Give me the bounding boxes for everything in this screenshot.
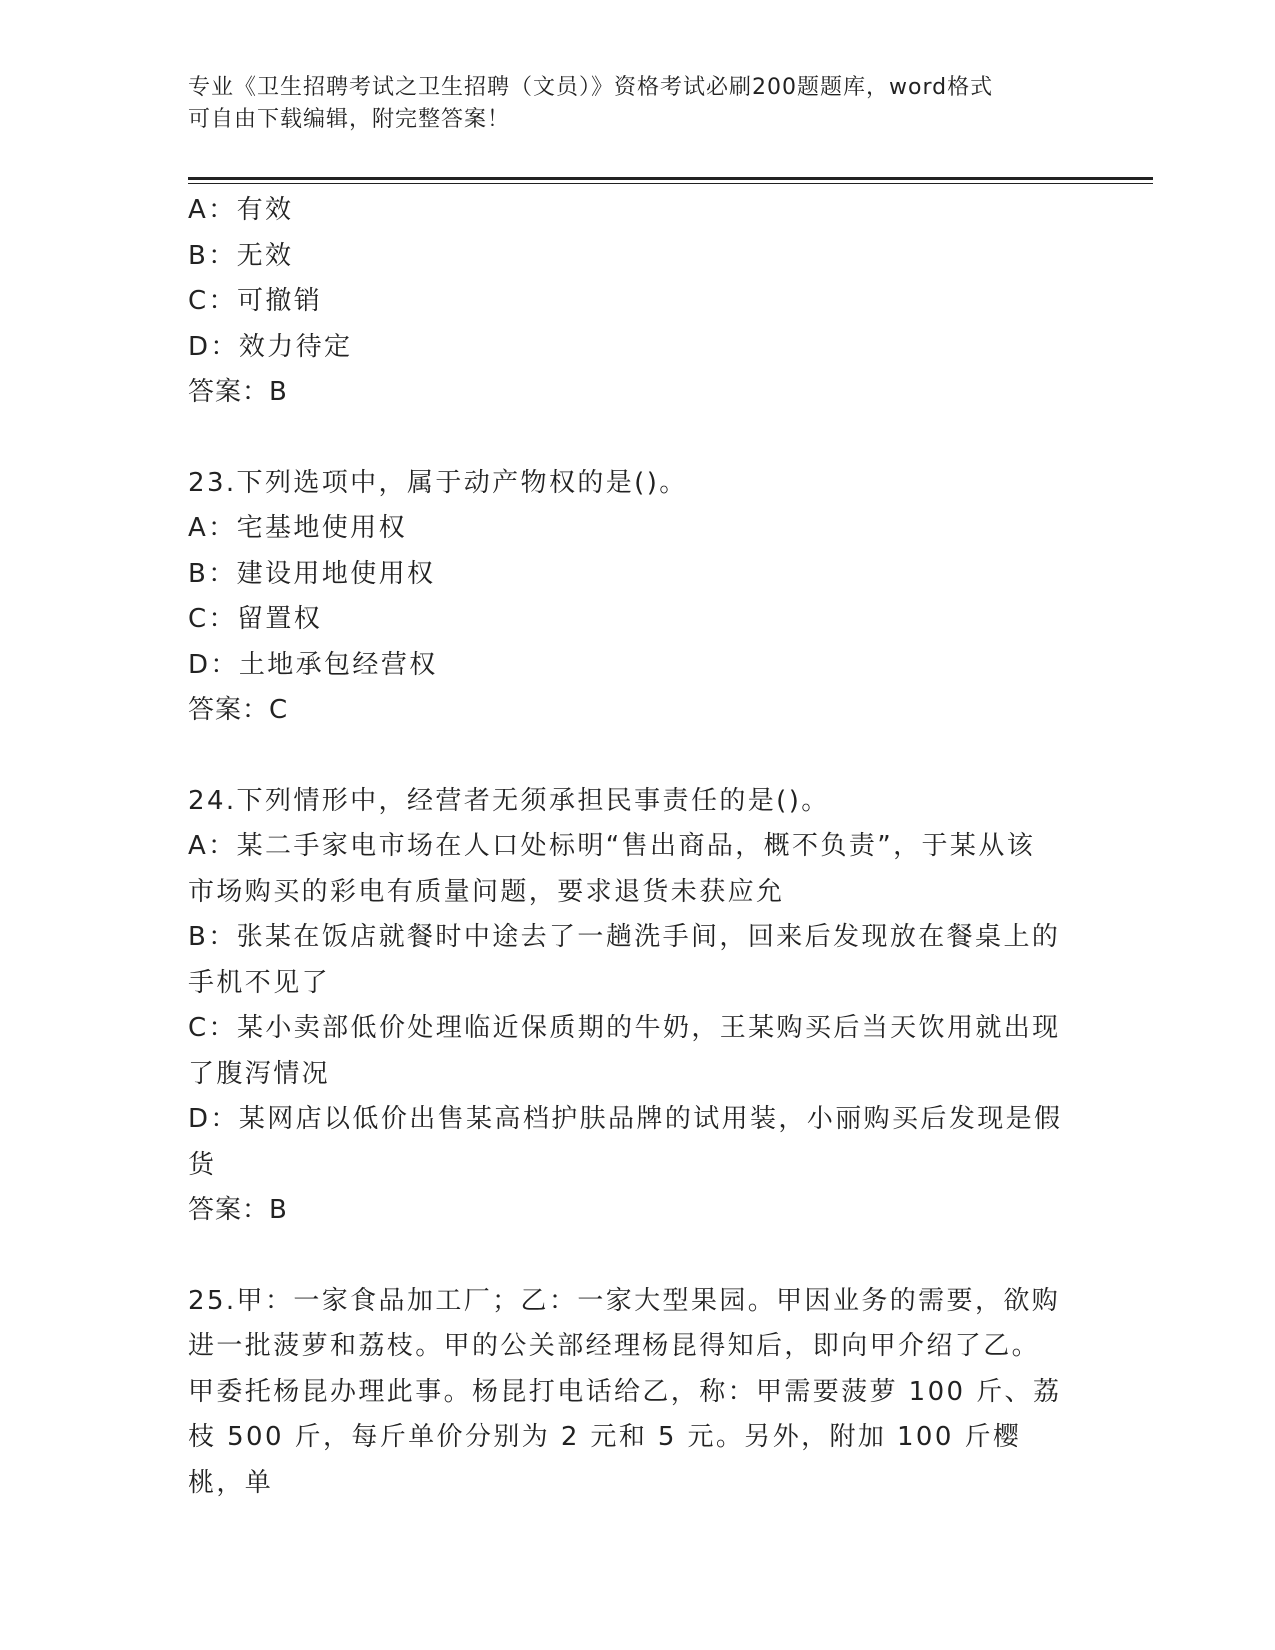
question-block-23 — [188, 461, 1068, 734]
answer: 答案：B — [188, 1195, 288, 1225]
option-b: B：建设用地使用权 — [188, 558, 436, 589]
option-c: C：可撤销 — [188, 286, 323, 316]
option-a: A：有效 — [188, 195, 294, 225]
option-b-line-1: B：张某在饭店就餐时中途去了一趟洗手间，回来后发现放在餐桌上的 — [188, 922, 1061, 952]
option-b: B：无效 — [188, 240, 294, 271]
option-a-line-2: 市场购买的彩电有质量问题，要求退货未获应允 — [188, 876, 785, 907]
option-d: D：土地承包经营权 — [188, 649, 438, 680]
question-block-22 — [188, 188, 1068, 416]
header-rule-thick — [188, 177, 1153, 180]
answer: 答案：B — [188, 377, 288, 407]
question-stem: 23.下列选项中，属于动产物权的是()。 — [188, 467, 688, 498]
question-stem-line-2: 进一批菠萝和荔枝。甲的公关部经理杨昆得知后，即向甲介绍了乙。 — [188, 1331, 1041, 1361]
page-header — [188, 72, 1088, 136]
option-d: D：效力待定 — [188, 331, 353, 362]
document-body — [188, 188, 1068, 1506]
header-line-1: 专业《卫生招聘考试之卫生招聘（文员）》资格考试必刷200题题库，word格式 — [188, 75, 994, 100]
option-c: C：留置权 — [188, 604, 323, 634]
option-a-line-1: A：某二手家电市场在人口处标明“售出商品，概不负责”，于某从该 — [188, 831, 1036, 861]
question-block-25 — [188, 1279, 1068, 1507]
option-c-line-1: C：某小卖部低价处理临近保质期的牛奶，王某购买后当天饮用就出现 — [188, 1013, 1061, 1043]
question-stem-line-1: 25.甲：一家食品加工厂；乙：一家大型果园。甲因业务的需要，欲购 — [188, 1285, 1061, 1316]
header-line-2: 可自由下载编辑，附完整答案！ — [188, 107, 511, 132]
question-stem-line-3: 甲委托杨昆办理此事。杨昆打电话给乙，称：甲需要菠萝 100 斤、荔 — [188, 1376, 1062, 1407]
header-rule-thin — [188, 183, 1153, 184]
option-d-line-1: D：某网店以低价出售某高档护肤品牌的试用装，小丽购买后发现是假 — [188, 1104, 1063, 1134]
option-c-line-2: 了腹泻情况 — [188, 1058, 331, 1089]
question-stem-line-4: 枝 500 斤，每斤单价分别为 2 元和 5 元。另外，附加 100 斤樱桃，单 — [188, 1422, 1022, 1498]
option-b-line-2: 手机不见了 — [188, 967, 331, 998]
question-block-24 — [188, 779, 1068, 1234]
answer: 答案：C — [188, 695, 289, 725]
option-d-line-2: 货 — [188, 1149, 217, 1180]
option-a: A：宅基地使用权 — [188, 513, 407, 543]
question-stem: 24.下列情形中，经营者无须承担民事责任的是()。 — [188, 785, 830, 816]
